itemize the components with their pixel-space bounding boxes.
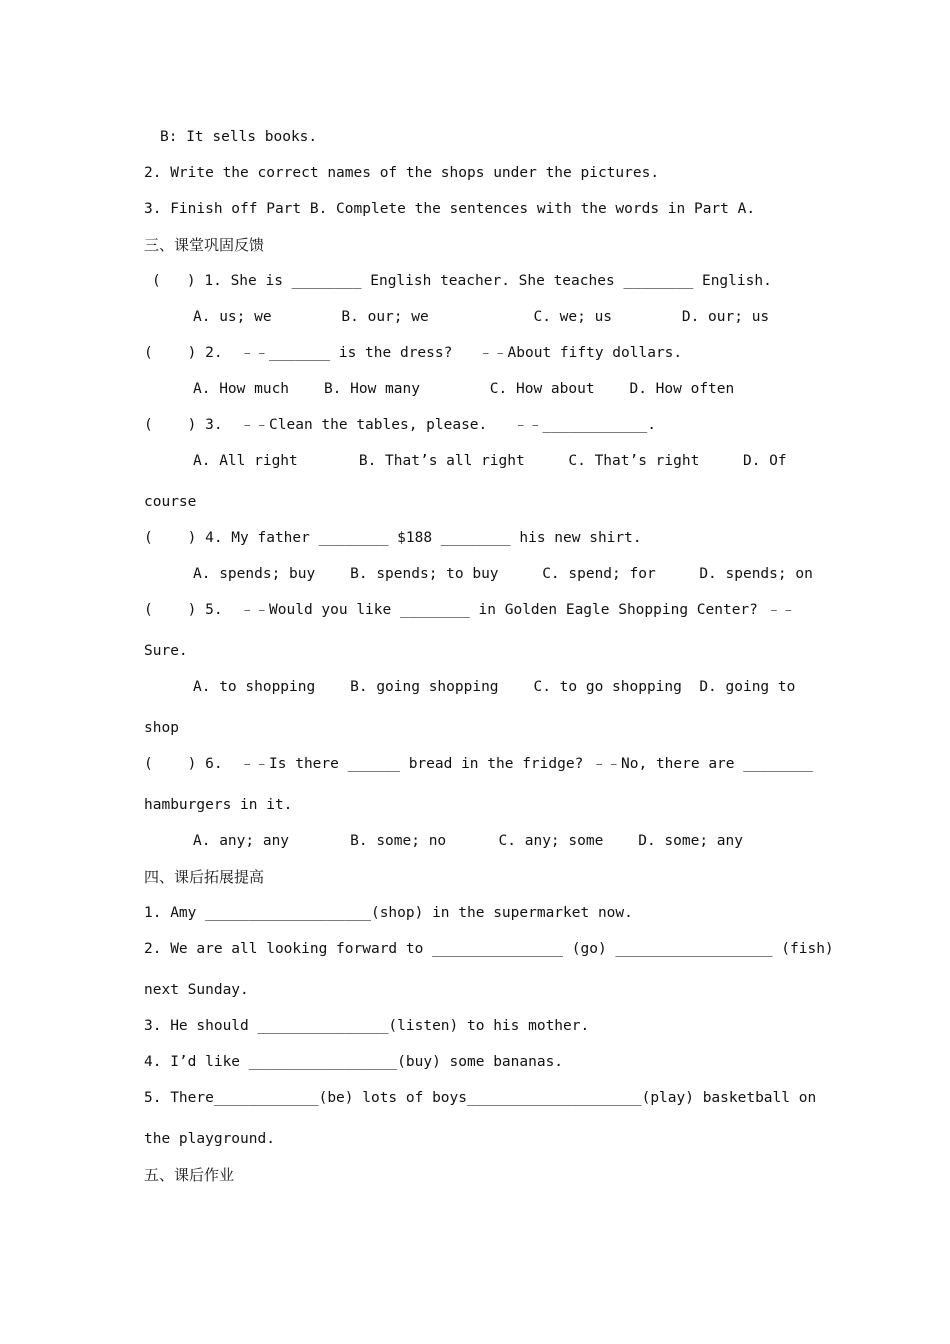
question-4: ( ) 4. My father ________ $188 ________ his new shirt. [144, 530, 642, 546]
question-4-options: A. spends; buy B. spends; to buy C. spend; for D. spends; on [193, 566, 813, 582]
exercise-3: 3. He should _______________(listen) to his mother. [144, 1018, 590, 1034]
question-5-options: A. to shopping B. going shopping C. to go shopping D. going to [193, 679, 796, 695]
question-6: ( ) 6. ﹣﹣Is there ______ bread in the fridge? ﹣﹣No, there are ________ [144, 756, 814, 772]
exercise-2-continued: next Sunday. [144, 982, 249, 998]
task-2: 2. Write the correct names of the shops under the pictures. [144, 165, 660, 181]
question-2-options: A. How much B. How many C. How about D. How often [193, 381, 735, 397]
section-4-heading: 四、课后拓展提高 [144, 868, 265, 886]
exercise-2: 2. We are all looking forward to _______________ (go) __________________ (fish) [144, 941, 834, 957]
answer-line: B: It sells books. [160, 129, 318, 145]
task-3: 3. Finish off Part B. Complete the sentences with the words in Part A. [144, 201, 756, 217]
question-6-continued: hamburgers in it. [144, 797, 293, 813]
question-3-options: A. All right B. That’s all right C. That’s right D. Of [193, 453, 787, 469]
question-5-continued: Sure. [144, 643, 188, 659]
question-6-options: A. any; any B. some; no C. any; some D. some; any [193, 833, 743, 849]
question-5-options-continued: shop [144, 720, 179, 736]
question-3-options-continued: course [144, 494, 197, 510]
exercise-4: 4. I’d like _________________(buy) some bananas. [144, 1054, 564, 1070]
question-1: ( ) 1. She is ________ English teacher. She teaches ________ English. [152, 273, 772, 289]
section-3-heading: 三、课堂巩固反馈 [144, 236, 265, 254]
exercise-1: 1. Amy ___________________(shop) in the supermarket now. [144, 905, 633, 921]
question-3: ( ) 3. ﹣﹣Clean the tables, please. ﹣﹣____________. [144, 417, 656, 433]
question-1-options: A. us; we B. our; we C. we; us D. our; us [193, 309, 770, 325]
exercise-5: 5. There____________(be) lots of boys____________________(play) basketball on [144, 1090, 817, 1106]
section-5-heading: 五、课后作业 [144, 1166, 235, 1184]
question-5: ( ) 5. ﹣﹣Would you like ________ in Golden Eagle Shopping Center? ﹣﹣ [144, 602, 796, 618]
question-2: ( ) 2. ﹣﹣_______ is the dress? ﹣﹣About fifty dollars. [144, 345, 683, 361]
exercise-5-continued: the playground. [144, 1131, 275, 1147]
